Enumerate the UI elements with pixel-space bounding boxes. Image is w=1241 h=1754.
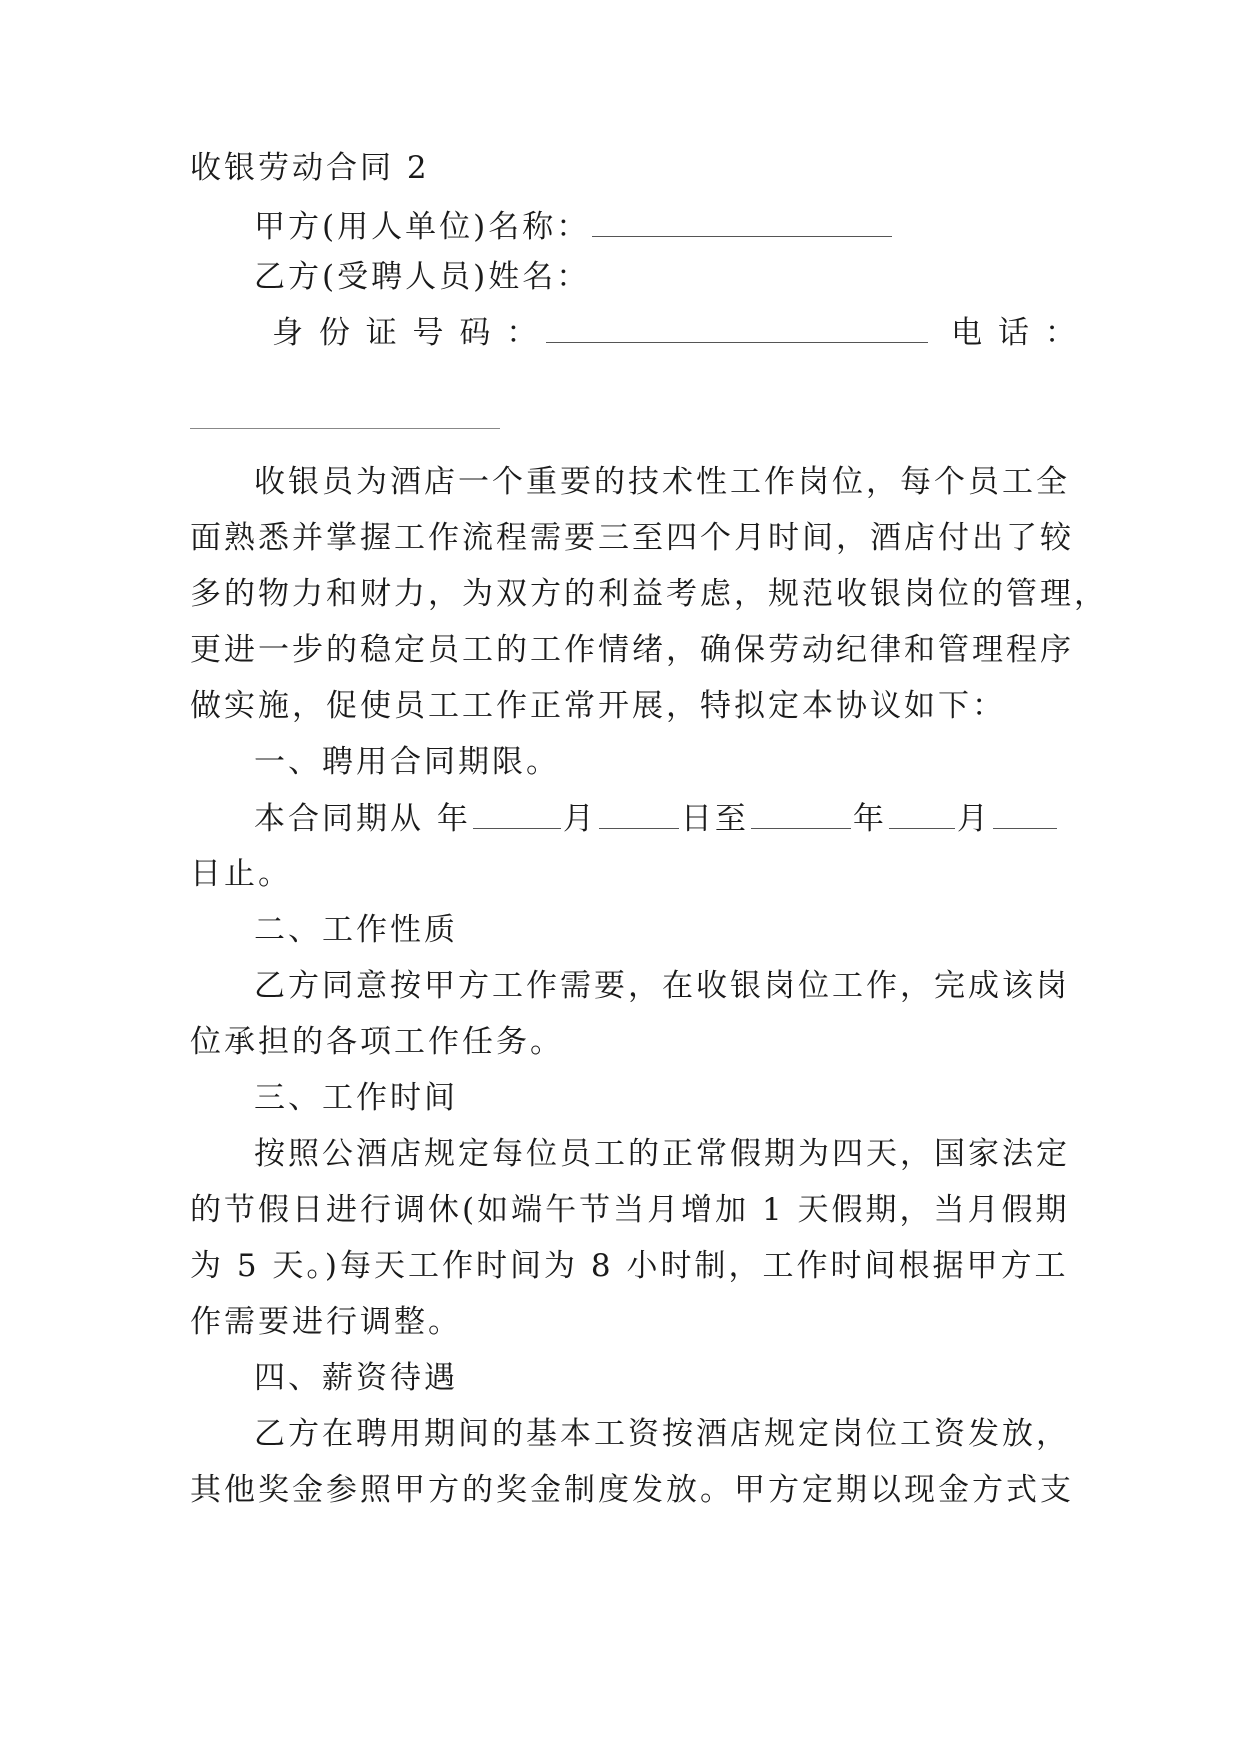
term-year-label: 年 (852, 801, 887, 837)
term-end-month-blank[interactable] (889, 798, 955, 829)
party-a-name-blank[interactable] (592, 206, 892, 237)
section2-line-2: 位承担的各项工作任务。 (190, 1024, 564, 1060)
section3-line-1: 按照公酒店规定每位员工的正常假期为四天，国家法定 (254, 1136, 1070, 1172)
intro-line-4: 更进一步的稳定员工的工作情绪，确保劳动纪律和管理程序 (190, 632, 1074, 668)
intro-line-1: 收银员为酒店一个重要的技术性工作岗位，每个员工全 (254, 464, 1070, 500)
intro-line-3: 多的物力和财力，为双方的利益考虑，规范收银岗位的管理， (190, 576, 1108, 612)
term-month-label-2: 月 (956, 801, 991, 837)
section4-line-1: 乙方在聘用期间的基本工资按酒店规定岗位工资发放， (254, 1416, 1070, 1452)
section3-line-3: 为 5 天。)每天工作时间为 8 小时制，工作时间根据甲方工 (190, 1248, 1069, 1284)
id-number-label: 身 份 证 号 码 ： (272, 315, 541, 351)
term-start-day-blank[interactable] (599, 798, 679, 829)
section3-heading: 三、工作时间 (254, 1080, 458, 1116)
phone-label: 电 话 ： (951, 315, 1079, 351)
document-title: 收银劳动合同 2 (190, 150, 430, 186)
section3-line-4: 作需要进行调整。 (190, 1304, 462, 1340)
id-phone-line (272, 312, 1079, 352)
section2-heading: 二、工作性质 (254, 912, 458, 948)
term-day-to-label: 日至 (680, 801, 749, 837)
section1-heading: 一、聘用合同期限。 (254, 744, 560, 780)
id-number-blank[interactable] (546, 312, 928, 343)
section4-line-2: 其他奖金参照甲方的奖金制度发放。甲方定期以现金方式支 (190, 1472, 1074, 1508)
term-end-year-blank[interactable] (751, 798, 851, 829)
term-end-day-blank[interactable] (993, 798, 1057, 829)
party-a-line (254, 206, 1050, 246)
party-a-label: 甲方(用人单位)名称： (254, 209, 591, 245)
term-start-month-blank[interactable] (473, 798, 561, 829)
party-b-line (254, 257, 1050, 297)
term-month-label-1: 月 (562, 801, 597, 837)
contract-term-line (254, 798, 1050, 838)
section2-line-1: 乙方同意按甲方工作需要，在收银岗位工作，完成该岗 (254, 968, 1070, 1004)
phone-blank[interactable] (190, 428, 500, 429)
section3-line-2: 的节假日进行调休(如端午节当月增加 1 天假期，当月假期 (190, 1192, 1070, 1228)
term-start-year-label: 本合同期从 年 (254, 801, 471, 837)
intro-line-5: 做实施，促使员工工作正常开展，特拟定本协议如下： (190, 688, 1006, 724)
contract-term-end: 日止。 (190, 856, 292, 892)
section4-heading: 四、薪资待遇 (254, 1360, 458, 1396)
intro-line-2: 面熟悉并掌握工作流程需要三至四个月时间，酒店付出了较 (190, 520, 1074, 556)
party-b-label: 乙方(受聘人员)姓名： (254, 259, 591, 295)
